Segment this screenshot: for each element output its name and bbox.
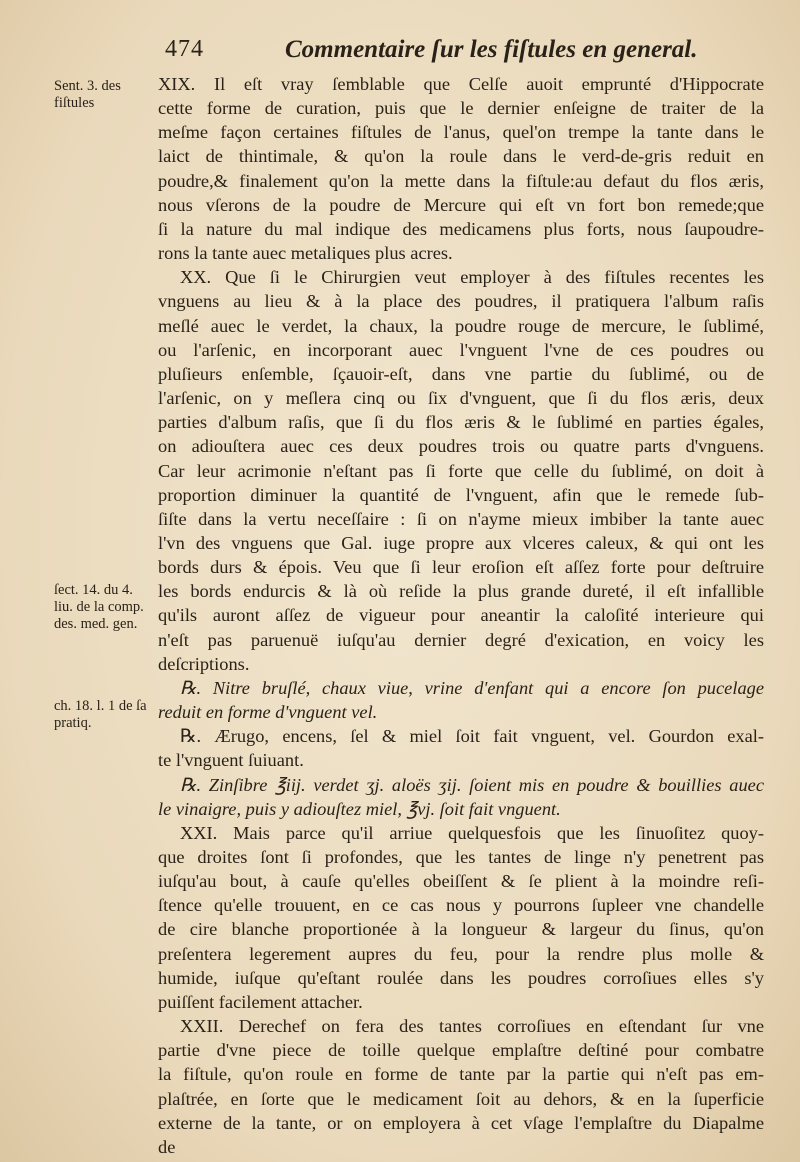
text-line: l'vn des vnguens que Gal. iuge propre aux vlceres caleux, & qui ont les [158,532,764,553]
text-line: la fiſtule, qu'on roule en forme de tante par la partie qui n'eſt pas em- [158,1064,764,1085]
text-line: humide, iuſque qu'eſtant roulée dans les poudres corroſiues elles s'y [158,967,764,988]
text-line: XX. Que ſi le Chirurgien veut employer à des fiſtules recentes les [180,267,764,288]
body-text [158,72,764,1159]
text-line: de cire blanche proportionée à la longueur & largeur du ſinus, qu'on [158,919,764,940]
text-line: parties d'album raſis, que ſi du flos æris & le ſublimé en parties égales, [158,412,764,433]
recipe-line: reduit en forme d'vnguent vel. [158,702,378,723]
recipe-line: le vinaigre, puis y adiouſtez miel, ℥vj. ſoit fait vnguent. [158,798,561,819]
text-line: nous vſerons de la poudre de Mercure qui eſt vn fort bon remede;que [158,194,764,215]
recipe-line: ℞. Nitre bruſlé, chaux viue, vrine d'enfant qui a encore ſon pucelage [180,677,764,698]
text-line: preſentera legerement aupres du feu, pour la rendre plus molle & [158,943,764,964]
text-line: laict de thintimale, & qu'on la roule dans le verd-de-gris reduit en [158,146,764,167]
margin-note-chapter: ch. 18. l. 1 de ſa pratiq. [54,698,147,731]
text-line: XXII. Derechef on fera des tantes corroſiues en eſtendant ſur vne [180,1016,764,1037]
text-line: ſtence qu'elle trouuent, en ce cas nous y pourrons ſupleer vne chandelle [158,895,764,916]
recipe-line: ℞. Ærugo, encens, ſel & miel ſoit fait vnguent, vel. Gourdon exal- [180,726,764,747]
text-line: qu'ils auront aſſez de vigueur pour aneantir la caloſité interieure qui [158,605,764,626]
margin-note-sect: ſect. 14. du 4. liu. de la comp. des. med. gen. [54,582,144,632]
text-line: bords durs & épois. Veu que ſi leur eroſion eſt aſſez forte pour deſtruire [158,557,764,578]
text-line: XXI. Mais parce qu'il arriue quelquesfois que les ſinuoſitez quoy- [180,822,764,843]
text-line: vnguens au lieu & à la place des poudres, il pratiquera l'album raſis [158,291,764,312]
text-line: cette forme de curation, puis que le dernier enſeigne de traiter de la [158,98,764,119]
text-line: poudre,& finalement qu'on la mette dans la fiſtule:au defaut du flos æris, [158,170,764,191]
page-number: 474 [165,36,204,62]
recipe-line: te l'vnguent ſuiuant. [158,750,304,771]
text-line: les bords endurcis & là où reſide la plus grande dureté, il eſt infallible [158,581,764,602]
text-line: meſme façon certaines fiſtules de l'anus, quel'on trempe la tante dans le [158,122,764,143]
text-line: pluſieurs enſemble, ſçauoir-eſt, dans vne partie du ſublimé, ou de [158,363,764,384]
recipe-line: ℞. Zinſibre ℥iij. verdet ʒj. aloës ʒij. ſoient mis en poudre & bouillies auec [180,774,764,795]
text-line: deſcriptions. [158,653,250,674]
text-line: externe de la tante, or on employera à cet vſage l'emplaſtre du Diapalme [158,1112,764,1133]
text-line: ſiſte dans la vertu neceſſaire : ſi on n'ayme mieux imbiber la tante auec [158,508,764,529]
running-title: Commentaire ſur les fiſtules en general. [285,36,698,63]
text-line: proportion diminuer la quantité de l'vnguent, afin que le remede ſub- [158,484,764,505]
text-line: plaſtrée, en ſorte que le medicament ſoit au dehors, & en la ſuperficie [158,1088,764,1109]
text-line: on adiouſtera auec ces deux poudres trois ou quatre parts d'vnguens. [158,436,764,457]
text-line: iuſqu'au bout, à cauſe qu'elles obeiſſent & ſe plient à la moindre reſi- [158,871,764,892]
text-line: que droites ſont ſi profondes, que les tantes de linge n'y penetrent pas [158,847,764,867]
text-line: n'eſt pas paruenuë iuſqu'au dernier degré d'exication, en voicy les [158,629,764,650]
page-header [165,36,775,70]
text-line: ſi la nature du mal indique des medicamens plus forts, nous ſaupoudre- [158,218,764,239]
catchword: de [158,1136,176,1157]
text-line: Car leur acrimonie n'eſtant pas ſi forte que celle du ſublimé, on doit à [158,460,764,481]
text-line: puiſſent facilement attacher. [158,991,363,1012]
text-line: meſlé auec le verdet, la chaux, la poudre rouge de mercure, le ſublimé, [158,315,764,336]
text-line: ou l'arſenic, en incorporant auec l'vnguent l'vne de ces poudres ou [158,339,764,360]
text-line: l'arſenic, on y meſlera cinq ou ſix d'vnguent, que ſi du flos æris, deux [158,388,764,409]
text-line: rons la tante auec metaliques plus acres. [158,243,453,264]
text-line: XIX. Il eſt vray ſemblable que Celſe auoit emprunté d'Hippocrate [158,74,764,94]
text-line: partie d'vne piece de toille quelque emplaſtre deſtiné pour combatre [158,1040,764,1061]
margin-note-sent: Sent. 3. des fiſtules [54,78,121,111]
